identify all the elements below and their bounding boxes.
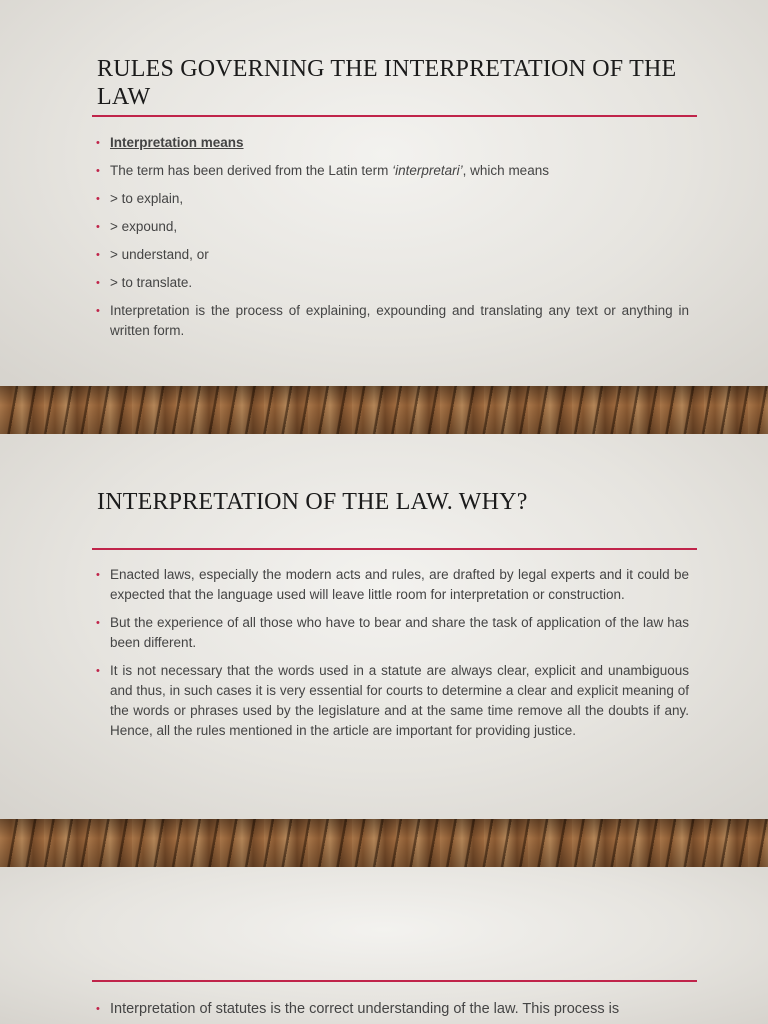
bullet-item: [96, 613, 689, 653]
bullet-text: > to translate.: [110, 275, 193, 290]
bullet-item: [96, 133, 689, 153]
bullet-item: [96, 189, 689, 209]
bullet-text: > expound,: [110, 219, 178, 234]
bullet-item: [96, 217, 689, 237]
wood-floor-divider: [0, 386, 768, 434]
bullet-item: [96, 245, 689, 265]
bullet-text: The term has been derived from the Latin term: [110, 163, 393, 178]
bullet-text: But the experience of all those who have to bear and share the task of application of the law has been different.: [110, 615, 689, 650]
slide-1-bullets: [96, 133, 689, 341]
bullet-text: Interpretation of statutes is the correct understanding of the law. This process is: [110, 1001, 620, 1017]
title-divider: [92, 548, 697, 550]
latin-term: ‘interpretari’: [392, 163, 463, 178]
title-divider: [92, 115, 697, 117]
bullet-text: It is not necessary that the words used in a statute are always clear, explicit and unambiguous and thus, in such cases it is very essential for courts to determine a clear and explicit meaning of the words or phrases used by the legislature and at the same time remove all the doubts if any. Hence, all the rules mentioned in the article are important for providing justice.: [110, 663, 689, 738]
bullet-item: [96, 661, 689, 741]
bullet-item: [96, 565, 689, 605]
slide-2: [0, 434, 768, 819]
slide-3-bullets: [96, 999, 689, 1019]
bullet-item: [96, 999, 689, 1019]
slide-1: [0, 0, 768, 386]
bullet-item: [96, 301, 689, 341]
bullet-heading: Interpretation means: [110, 135, 244, 150]
bullet-text: > understand, or: [110, 247, 209, 262]
bullet-text: Interpretation is the process of explaining, expounding and translating any text or anything in written form.: [110, 303, 689, 338]
slide-3: [0, 867, 768, 1024]
slide-2-title: INTERPRETATION OF THE LAW. WHY?: [97, 489, 528, 515]
bullet-text: Enacted laws, especially the modern acts and rules, are drafted by legal experts and it could be expected that the language used will leave little room for interpretation or construction.: [110, 567, 689, 602]
wood-floor-divider: [0, 819, 768, 867]
title-divider: [92, 980, 697, 982]
slide-2-bullets: [96, 565, 689, 741]
bullet-text: > to explain,: [110, 191, 184, 206]
slide-1-title: RULES GOVERNING THE INTERPRETATION OF THE LAW: [97, 56, 677, 110]
bullet-item: [96, 273, 689, 293]
bullet-text: , which means: [462, 163, 549, 178]
bullet-item: [96, 161, 689, 181]
